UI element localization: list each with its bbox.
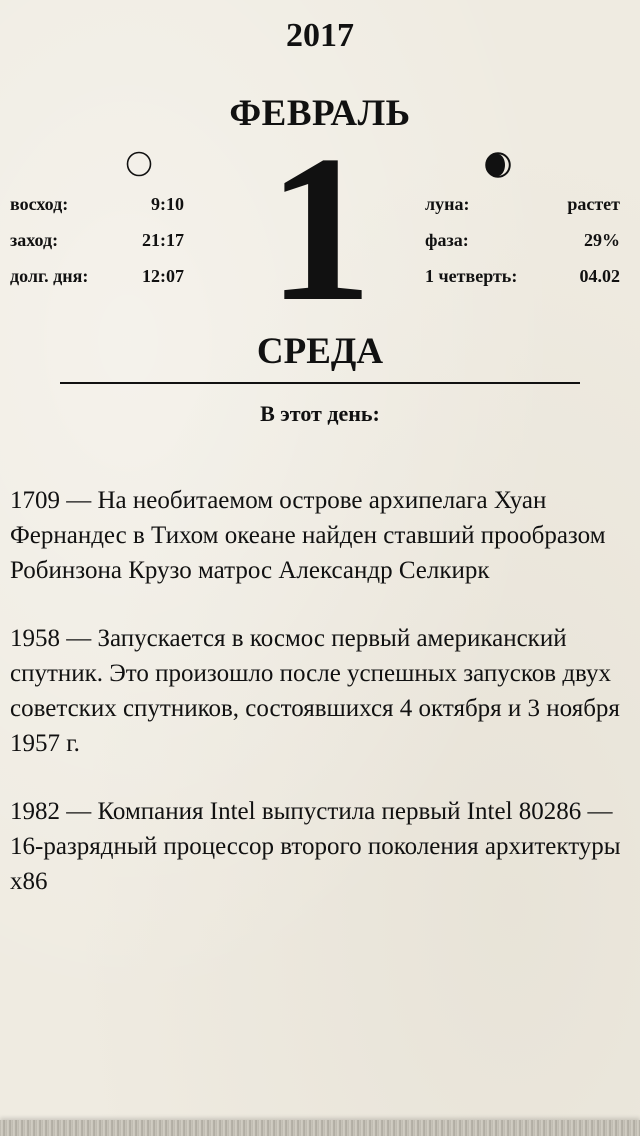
sun-icon	[126, 151, 152, 177]
first-quarter-row	[425, 264, 620, 288]
divider	[60, 382, 580, 384]
on-this-day-title: В этот день:	[260, 401, 380, 426]
day-length-value: 12:07	[142, 266, 184, 286]
sunrise-label: восход:	[10, 194, 69, 214]
first-quarter-value: 04.02	[579, 266, 620, 286]
page-stack-edge	[0, 1120, 640, 1136]
sunset-row	[10, 228, 184, 252]
moon-phase-row	[425, 228, 620, 252]
moon-state-label: луна:	[425, 194, 470, 214]
month-label: ФЕВРАЛЬ	[229, 93, 411, 134]
sunrise-row	[10, 192, 184, 216]
moon-phase-value: 29%	[584, 230, 620, 250]
events-list	[10, 483, 632, 932]
weekday-label: СРЕДА	[256, 331, 384, 372]
sunrise-value: 9:10	[151, 194, 184, 214]
first-quarter-label: 1 четверть:	[425, 266, 518, 286]
moon-state-value: растет	[567, 194, 620, 214]
day-length-label: долг. дня:	[10, 266, 89, 286]
day-length-row	[10, 264, 184, 288]
year-label: 2017	[286, 17, 354, 54]
moon-phase-label: фаза:	[425, 230, 469, 250]
sunset-label: заход:	[10, 230, 59, 250]
event-item: 1958 — Запускается в космос первый американский спутник. Это произошло после успешных запусков двух советских спутников, состоявшихся 4 октября и 3 ноября 1957 г.	[10, 625, 620, 757]
day-number: 1	[267, 113, 373, 345]
event-item: 1982 — Компания Intel выпустила первый Intel 80286 — 16-разрядный процессор второго поколения архитектуры x86	[10, 798, 621, 895]
moon-phase-icon	[484, 151, 512, 179]
sunset-value: 21:17	[142, 230, 184, 250]
event-item: 1709 — На необитаемом острове архипелага Хуан Фернандес в Тихом океане найден ставший прообразом Робинзона Крузо матрос Александр Селкирк	[10, 487, 606, 584]
moon-state-row	[425, 192, 620, 216]
